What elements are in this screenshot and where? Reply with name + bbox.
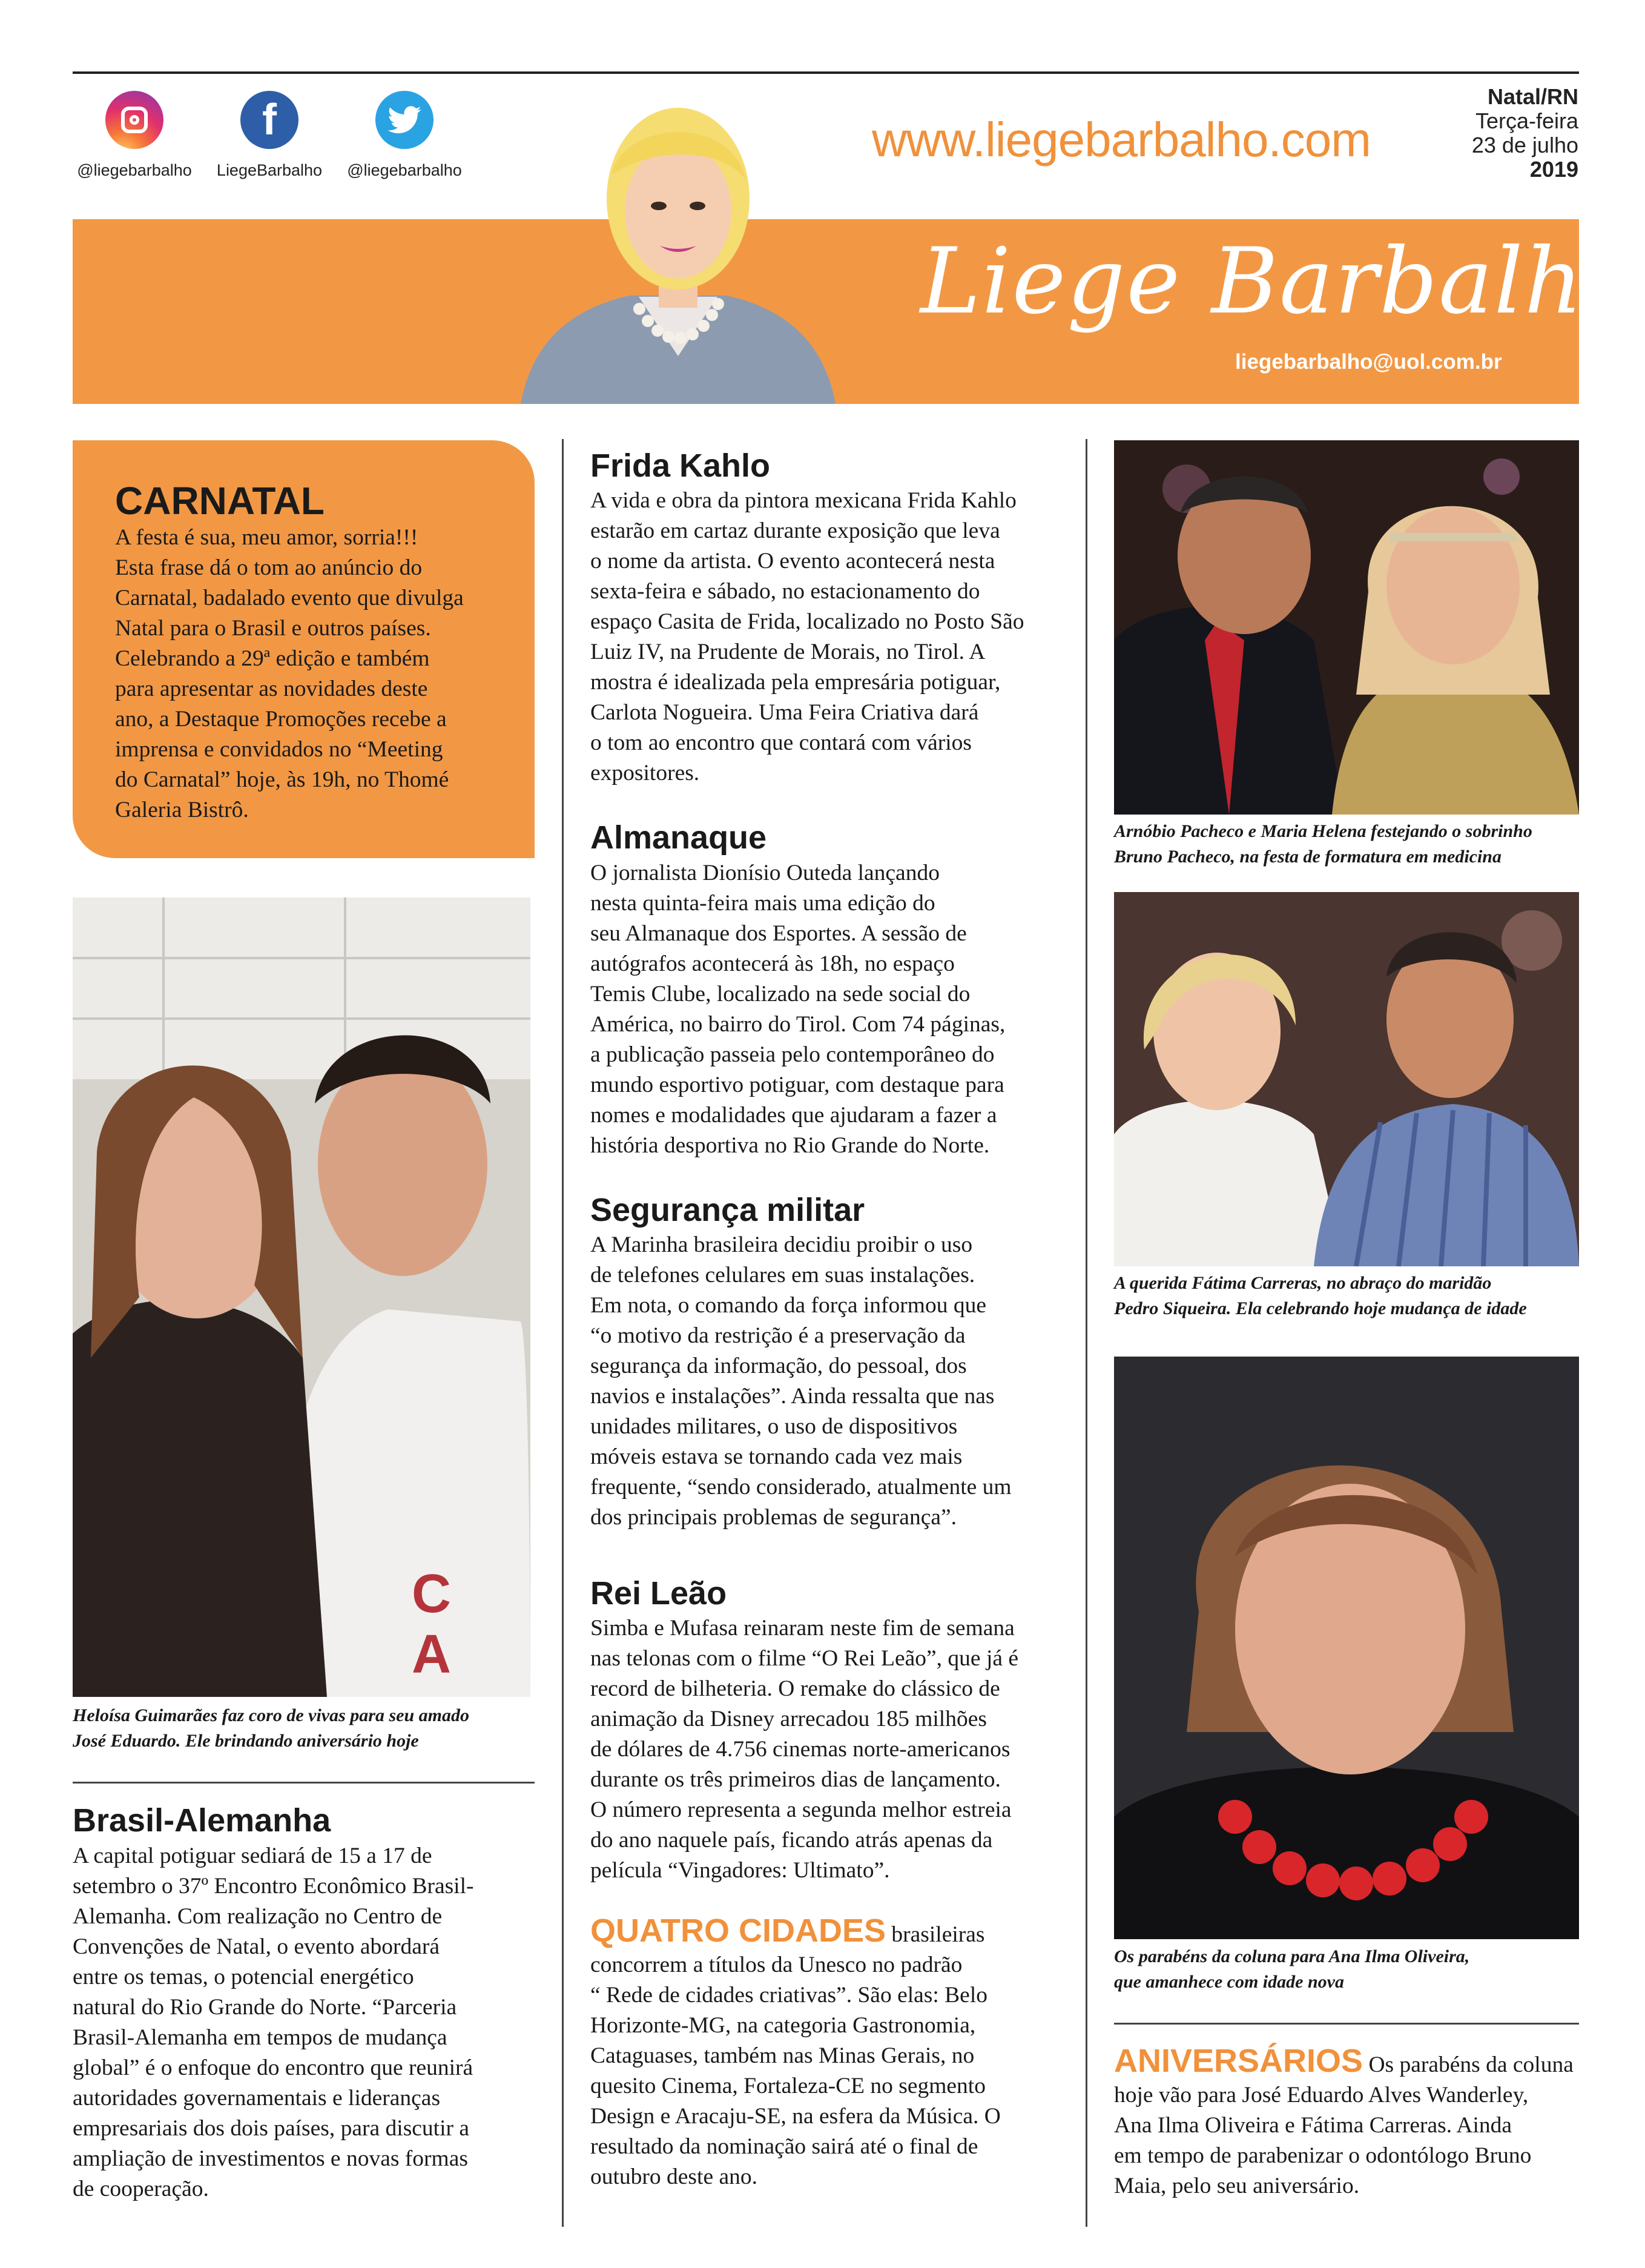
column-rule-2 xyxy=(1086,439,1087,2227)
svg-text:A: A xyxy=(412,1624,451,1685)
photo-portrait xyxy=(1114,1357,1579,1939)
brasil-alemanha-body: A capital potiguar sediará de 15 a 17 de setembro o 37º Encontro Econômico Brasil- Alemanha. Com realização no Centro de Convenções de Natal, o evento abordará entre os temas, o potencial energético natural do Rio Grande do Norte. “Parceria Brasil-Alemanha em tempos de mudança global” é o enfoque do encontro que reunirá autoridades governamentais e lideranças empresariais dos dois países, para discutir a ampliação de investimentos e novas formas de cooperação. xyxy=(73,1843,474,2201)
social-instagram[interactable] xyxy=(74,91,195,180)
social-twitter[interactable] xyxy=(344,91,465,180)
seguranca-title: Segurança militar xyxy=(590,1192,865,1228)
rei-leao-body: Simba e Mufasa reinaram neste fim de semana nas telonas com o filme “O Rei Leão”, que já é record de bilheteria. O remake do clássico de animação da Disney arrecadou 185 milhões de dólares de 4.756 cinemas norte-americanos durante os três primeiros dias de lançamento. O número representa a segunda melhor estreia do ano naquele país, ficando atrás apenas da película “Vingadores: Ultimato”. xyxy=(590,1616,1019,1883)
facebook-icon: f xyxy=(240,91,298,149)
social-facebook[interactable] xyxy=(209,91,330,180)
facebook-handle: LiegeBarbalho xyxy=(216,161,323,179)
aniversarios-paragraph xyxy=(1114,2043,1592,2201)
twitter-icon xyxy=(375,91,434,149)
caption-photo-4: Os parabéns da coluna para Ana Ilma Oliveira, que amanhece com idade nova xyxy=(1114,1946,1470,1992)
weekday: Terça-feira xyxy=(1475,108,1578,133)
instagram-icon xyxy=(105,91,163,149)
seguranca-body: A Marinha brasileira decidiu proibir o uso de telefones celulares em suas instalações. Em nota, o comando da força informou que “o motivo da restrição é a preservação da segurança da informação, do pessoal, dos navios e instalações”. Ainda ressalta que nas unidades militares, o uso de dispositivos móveis estava se tornando cada vez mais frequente, “sendo considerado, atualmente um dos principais problemas de segurança”. xyxy=(590,1232,1012,1530)
almanaque-body: O jornalista Dionísio Outeda lançando nesta quinta-feira mais uma edição do seu Almanaque dos Esportes. A sessão de autógrafos acontecerá às 18h, no espaço Temis Clube, localizado na sede social do América, no bairro do Tirol. Com 74 páginas, a publicação passeia pelo contemporâneo do mundo esportivo potiguar, com destaque para nomes e modalidades que ajudaram a fazer a história desportiva no Rio Grande do Norte. xyxy=(590,861,1006,1158)
twitter-handle: @liegebarbalho xyxy=(347,161,462,179)
frida-title: Frida Kahlo xyxy=(590,448,771,484)
caption-photo-2: Arnóbio Pacheco e Maria Helena festejando o sobrinho Bruno Pacheco, na festa de formatura em medicina xyxy=(1114,821,1532,867)
carnatal-body: A festa é sua, meu amor, sorria!!! Esta frase dá o tom ao anúncio do Carnatal, badalado evento que divulga Natal para o Brasil e outros países. Celebrando a 29ª edição e também para apresentar as novidades deste ano, a Destaque Promoções recebe a imprensa e convidados no “Meeting do Carnatal” hoje, às 19h, no Thomé Galeria Bistrô. xyxy=(115,525,464,822)
column-email[interactable]: liegebarbalho@uol.com.br xyxy=(1235,350,1502,374)
columnist-portrait xyxy=(509,71,848,404)
svg-text:C: C xyxy=(412,1564,451,1624)
quatro-cidades-title: QUATRO CIDADES xyxy=(590,1913,886,1949)
aniversarios-lead: Os parabéns da coluna xyxy=(1363,2052,1574,2077)
frida-body: A vida e obra da pintora mexicana Frida Kahlo estarão em cartaz durante exposição que leva o nome da artista. O evento acontecerá nesta sexta-feira e sábado, no estacionamento do espaço Casita de Frida, localizado no Posto São Luiz IV, na Prudente de Morais, no Tirol. A mostra é idealizada pela empresária potiguar, Carlota Nogueira. Uma Feira Criativa dará o tom ao encontro que contará com vários expositores. xyxy=(590,488,1024,785)
rei-leao-title: Rei Leão xyxy=(590,1575,727,1612)
quatro-cidades-body: concorrem a títulos da Unesco no padrão “ Rede de cidades criativas”. São elas: Belo Horizonte-MG, na categoria Gastronomia, Cataguases, também nas Minas Gerais, no quesito Cinema, Fortaleza-CE no segmento Design e Aracaju-SE, na esfera da Música. O resultado da nominação sairá até o final de outubro deste ano. xyxy=(590,1952,1001,2189)
quatro-cidades-lead: brasileiras xyxy=(886,1922,985,1947)
photo-couple-3 xyxy=(1114,892,1579,1266)
year: 2019 xyxy=(1529,157,1578,182)
almanaque-title: Almanaque xyxy=(590,819,767,856)
photo-couple-2 xyxy=(1114,440,1579,815)
city: Natal/RN xyxy=(1487,84,1578,109)
photo-couple-1 xyxy=(73,898,530,1697)
edition-date xyxy=(1472,85,1578,182)
column-rule-1 xyxy=(562,439,564,2227)
date: 23 de julho xyxy=(1471,133,1578,157)
caption-photo-1: Heloísa Guimarães faz coro de vivas para seu amado José Eduardo. Ele brindando aniversário hoje xyxy=(73,1705,469,1751)
section-rule-col1 xyxy=(73,1782,535,1784)
column-brand: Liege Barbalho xyxy=(920,229,1640,334)
instagram-handle: @liegebarbalho xyxy=(77,161,192,179)
caption-photo-3: A querida Fátima Carreras, no abraço do maridão Pedro Siqueira. Ela celebrando hoje mudança de idade xyxy=(1114,1273,1527,1318)
carnatal-title: CARNATAL xyxy=(115,479,325,523)
website-link[interactable]: www.liegebarbalho.com xyxy=(872,113,1371,167)
aniversarios-body: hoje vão para José Eduardo Alves Wanderley, Ana Ilma Oliveira e Fátima Carreras. Ainda em tempo de parabenizar o odontólogo Bruno Maia, pelo seu aniversário. xyxy=(1114,2083,1532,2198)
brasil-alemanha-title: Brasil-Alemanha xyxy=(73,1802,331,1839)
quatro-cidades-paragraph xyxy=(590,1913,1075,2192)
aniversarios-title: ANIVERSÁRIOS xyxy=(1114,2043,1363,2079)
section-rule-col3 xyxy=(1114,2023,1579,2025)
